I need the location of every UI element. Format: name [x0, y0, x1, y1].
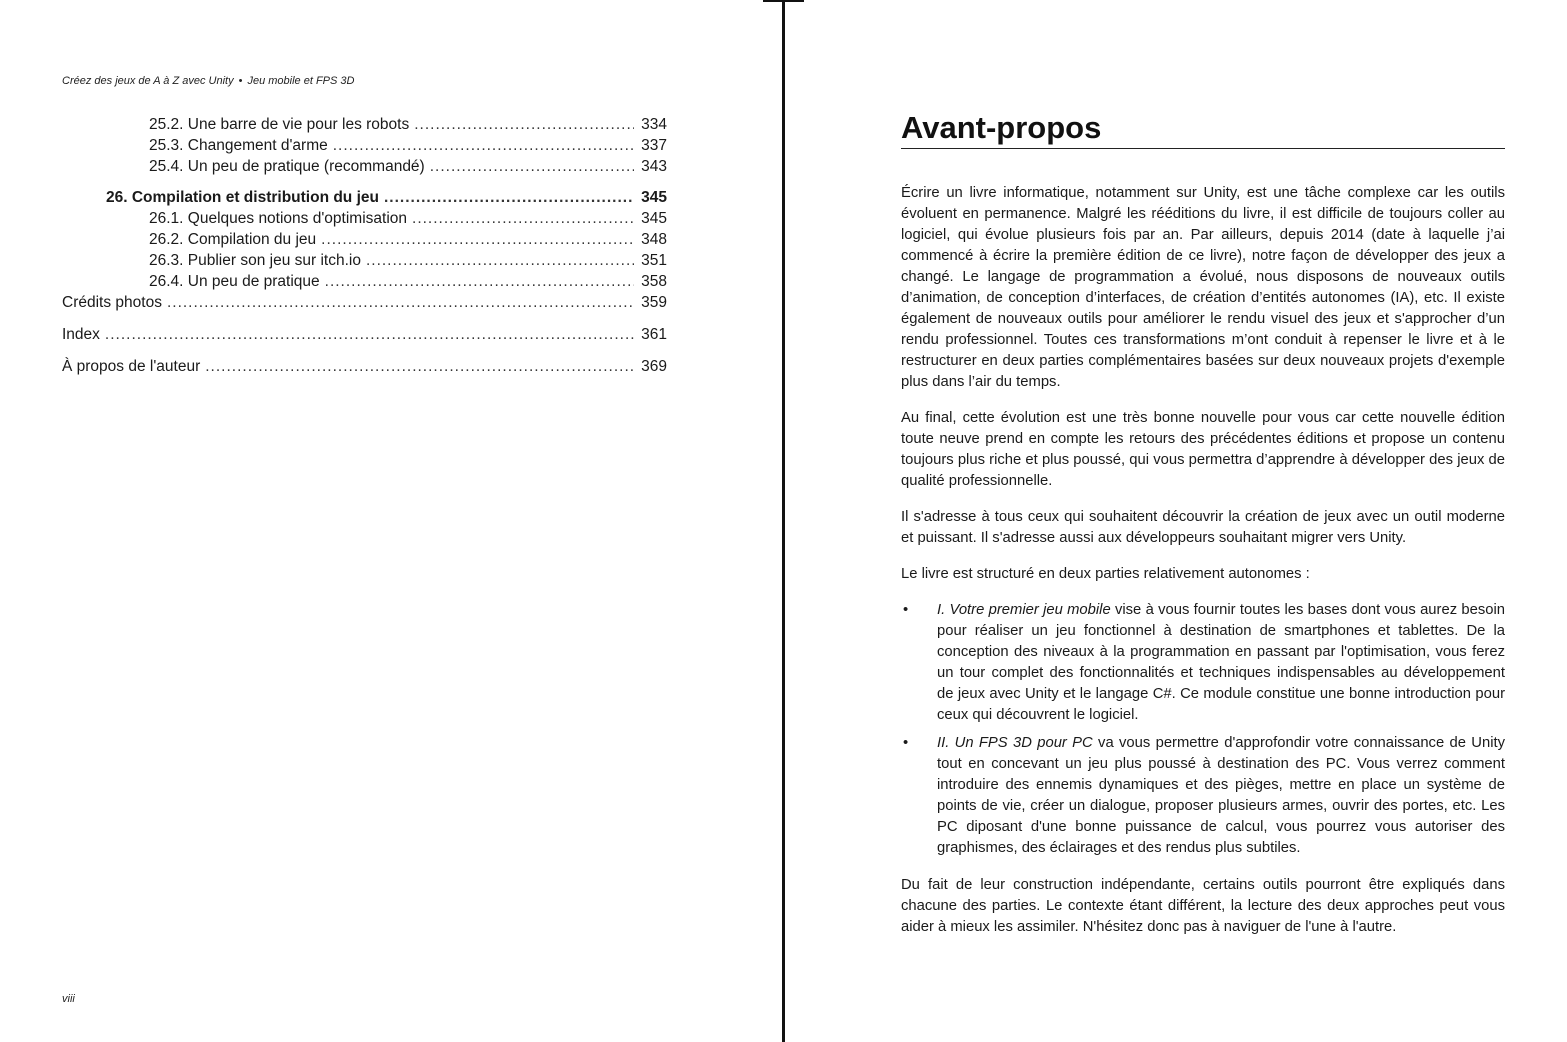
- toc-entry-title: Crédits photos: [62, 294, 162, 311]
- running-header-separator: •: [238, 75, 243, 87]
- toc-entry[interactable]: [62, 156, 667, 177]
- paragraph: Écrire un livre informatique, notamment sur Unity, est une tâche complexe car les outils évoluent en permanence. Malgré les rééditions du livre, il est difficile de toujours coller au logiciel, qui évolue plusieurs fois par an. Par ailleurs, depuis 2014 (date à laquelle j’ai commencé à écrire la première édition de ce livre), notre façon de développer des jeux a changé. Le langage de programmation a évolué, nous disposons de nouveaux outils d’animation, de conception d’interfaces, de création d’entités autonomes (IA), etc. Il existe également de nouveaux outils pour améliorer le rendu visuel des jeux et s'approcher d’un rendu professionnel. Toutes ces transformations m’ont conduit à repenser le livre et à le restructurer en deux parties complémentaires basées sur deux nouveaux projets d'exemple plus dans l’air du temps.: [901, 185, 1505, 390]
- toc-entry-title: 25.2. Une barre de vie pour les robots: [149, 116, 410, 133]
- toc-leader-dots: [414, 114, 634, 135]
- toc-entry-title: 26. Compilation et distribution du jeu: [106, 189, 379, 206]
- running-header-subtitle: Jeu mobile et FPS 3D: [247, 75, 355, 87]
- toc-entry-page: 345: [641, 210, 667, 227]
- bullet-item: [901, 733, 1505, 859]
- toc-entry-page: 358: [641, 273, 667, 290]
- toc-entry[interactable]: [62, 250, 667, 271]
- bullet-list: [901, 600, 1505, 859]
- toc-leader-dots: [325, 271, 634, 292]
- toc-leader-dots: [384, 187, 634, 208]
- bullet-icon: •: [903, 735, 909, 751]
- running-header: [62, 75, 354, 87]
- toc-leader-dots: [412, 208, 634, 229]
- toc-leader-dots: [205, 356, 634, 377]
- right-page: [785, 0, 1567, 1042]
- toc-entry-page: 369: [641, 358, 667, 375]
- bullet-item-title: I. Votre premier jeu mobile: [937, 602, 1111, 618]
- toc-entry-title: À propos de l'auteur: [62, 358, 201, 375]
- table-of-contents: [62, 114, 667, 377]
- left-page: [0, 0, 782, 1042]
- toc-entry-title: 26.4. Un peu de pratique: [149, 273, 320, 290]
- toc-entry-title: 26.3. Publier son jeu sur itch.io: [149, 252, 361, 269]
- toc-entry[interactable]: [62, 114, 667, 135]
- toc-leader-dots: [167, 292, 634, 313]
- toc-section-entry[interactable]: [62, 292, 667, 313]
- toc-entry-page: 351: [641, 252, 667, 269]
- running-header-title: Créez des jeux de A à Z avec Unity: [62, 75, 234, 87]
- bullet-item-title: II. Un FPS 3D pour PC: [937, 735, 1093, 751]
- toc-entry-title: 26.2. Compilation du jeu: [149, 231, 317, 248]
- toc-entry-page: 334: [641, 116, 667, 133]
- paragraph: Au final, cette évolution est une très bonne nouvelle pour vous car cette nouvelle édition toute neuve prend en compte les retours des précédentes éditions et propose un contenu toujours plus riche et plus poussé, qui vous permettra d’apprendre à développer des jeux de qualité professionnelle.: [901, 410, 1505, 489]
- paragraph: Il s'adresse à tous ceux qui souhaitent découvrir la création de jeux avec un outil moderne et puissant. Il s'adresse aussi aux développeurs souhaitant migrer vers Unity.: [901, 509, 1505, 546]
- toc-section-entry[interactable]: [62, 324, 667, 345]
- paragraph: Le livre est structuré en deux parties relativement autonomes :: [901, 566, 1310, 582]
- toc-entry[interactable]: [62, 271, 667, 292]
- toc-entry-page: 337: [641, 137, 667, 154]
- toc-entry-title: 25.3. Changement d'arme: [149, 137, 328, 154]
- paragraph: Du fait de leur construction indépendante, certains outils pourront être expliqués dans chacune des parties. Le contexte étant différent, la lecture des deux approches peut vous aider à mieux les assimiler. N'hésitez donc pas à naviguer de l'une à l'autre.: [901, 877, 1505, 935]
- toc-chapter-entry[interactable]: [62, 187, 667, 208]
- toc-leader-dots: [321, 229, 634, 250]
- toc-entry-title: Index: [62, 326, 100, 343]
- toc-leader-dots: [366, 250, 634, 271]
- toc-entry-title: 26.1. Quelques notions d'optimisation: [149, 210, 408, 227]
- toc-entry-page: 348: [641, 231, 667, 248]
- body-text: [901, 183, 1505, 953]
- toc-entry[interactable]: [62, 208, 667, 229]
- bullet-item-text: va vous permettre d'approfondir votre connaissance de Unity tout en concevant un jeu plus poussé à destination des PC. Vous verrez comment introduire des ennemis dynamiques et des pièges, mettre en place un système de points de vie, créer un dialogue, proposer plusieurs armes, ouvrir des portes, etc. Les PC diposant d'une bonne puissance de calcul, vous pourrez vous autoriser des graphismes, des éclairages et des rendus plus subtiles.: [937, 735, 1505, 856]
- bullet-icon: •: [903, 602, 909, 618]
- toc-entry-page: 359: [641, 294, 667, 311]
- toc-entry-page: 345: [641, 189, 667, 206]
- toc-leader-dots: [333, 135, 634, 156]
- toc-section-entry[interactable]: [62, 356, 667, 377]
- chapter-heading: Avant-propos: [901, 110, 1505, 149]
- toc-leader-dots: [430, 156, 634, 177]
- toc-entry-title: 25.4. Un peu de pratique (recommandé): [149, 158, 425, 175]
- toc-entry-page: 343: [641, 158, 667, 175]
- toc-entry[interactable]: [62, 135, 667, 156]
- toc-entry[interactable]: [62, 229, 667, 250]
- bullet-item: [901, 600, 1505, 726]
- bullet-item-text: vise à vous fournir toutes les bases dont vous aurez besoin pour réaliser un jeu fonctionnel à destination de smartphones et tablettes. De la conception des niveaux à la programmation en passant par l'optimisation, vous ferez un tour complet des fonctionnalités et techniques indispensables au développement de jeux avec Unity et le langage C#. Ce module constitue une bonne introduction pour ceux qui découvrent le logiciel.: [937, 602, 1505, 723]
- toc-entry-page: 361: [641, 326, 667, 343]
- page-number: viii: [62, 993, 75, 1005]
- toc-leader-dots: [105, 324, 634, 345]
